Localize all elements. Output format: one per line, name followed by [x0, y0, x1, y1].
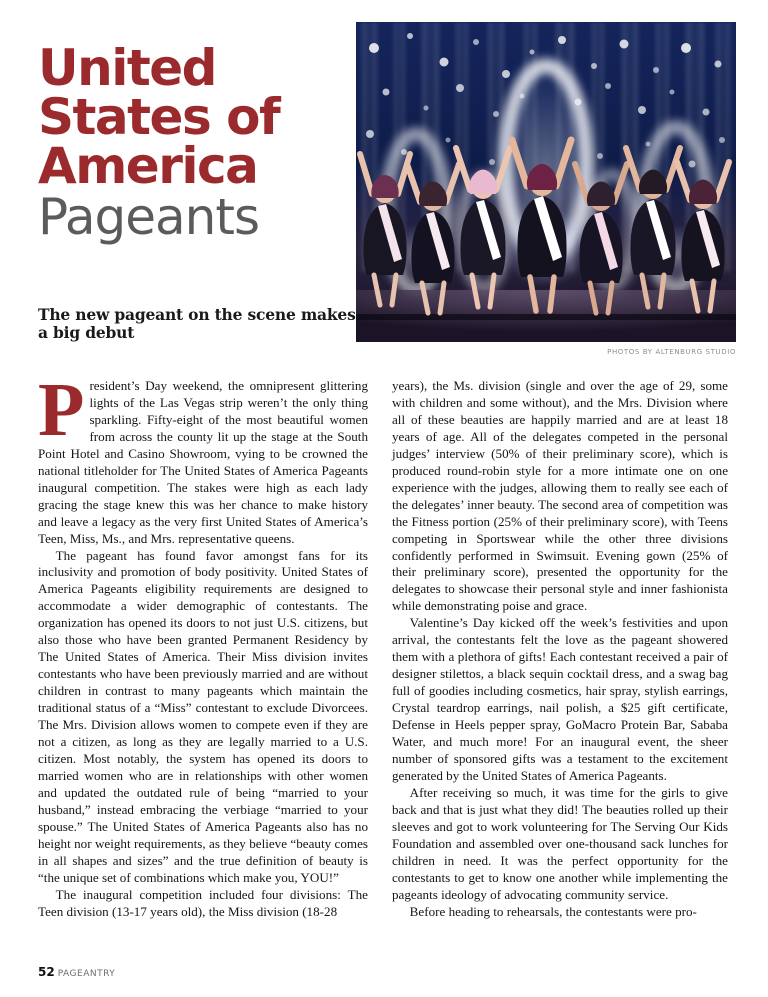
article-body-right-column — [392, 378, 728, 921]
paragraph — [392, 378, 728, 615]
paragraph-text: Before heading to rehearsals, the contestants were pro- — [409, 903, 697, 919]
photo-illustration — [356, 22, 736, 342]
headline-line-3: America — [38, 137, 258, 195]
paragraph-text: The inaugural competition included four divisions: The Teen division (13-17 years old), the Miss division (18-28 — [38, 886, 368, 919]
headline-line-4: Pageants — [38, 188, 260, 246]
paragraph — [38, 548, 368, 887]
paragraph — [38, 368, 368, 548]
paragraph-text: After receiving so much, it was time for the girls to give back and that is just what they did! The beauties rolled up their sleeves and got to work volunteering for The Serving Our Kids Foundation and assembled over one-thousand sack lunches for children in need. It was the perfect opportunity for the contestants to get to know one another while implementing the pageants ideology of advocating community service. — [392, 784, 728, 902]
paragraph — [392, 785, 728, 904]
paragraph-text: resident’s Day weekend, the omnipresent glittering lights of the Las Vegas strip weren’t the only thing sparkling. Fifty-eight of the most beautiful women from across the county lit up the stage at the South Point Hotel and Casino Showroom, vying to be crowned the national titleholder for The United States of America Pageants inaugural competition. The stakes were high as each lady gracing the stage knew this was her chance to make history and leave a legacy as the very first United States of America’s Teen, Miss, Ms., and Mrs. representative queens. — [38, 378, 368, 546]
paragraph — [392, 904, 728, 921]
article-body-left-column — [38, 368, 368, 921]
paragraph-text: Valentine’s Day kicked off the week’s festivities and upon arrival, the contestants felt the love as the pageant showered them with a plethora of gifts! Each contestant received a pair of designer stilettos, a black sequin cocktail dress, and a swag bag full of goodies including cosmetics, hair spray, stylish earrings, Crystal teardrop earrings, nail polish, a $25 gift certificate, Defense in Heels pepper spray, GoMacro Protein Bar, Sababa Water, and much more! For an inaugural event, the sheer number of sponsored gifts was a testament to the excitement generated by the United States of America Pageants. — [392, 615, 728, 783]
page-number: 52 — [38, 965, 55, 979]
drop-cap: P — [38, 368, 85, 452]
page-footer — [38, 965, 115, 979]
headline-line-1: United — [38, 39, 216, 97]
publication-name: PAGEANTRY — [57, 969, 116, 979]
pageant-stage-photo — [356, 22, 736, 342]
article-deck: The new pageant on the scene makes a big debut — [38, 305, 356, 343]
paragraph-text: years), the Ms. division (single and over the age of 29, some with children and some without), and the Mrs. Division where all of these beauties are happily married and are at least 18 years of age. All of the delegates competed in the personal judges’ interview (50% of their preliminary score), which is produced round-robin style for a more intimate one on one experience with the judges, allowing them to really see each of the delegates’ inner beauty. The second area of competition was the Fitness portion (25% of their preliminary score), with Teens competing in Sportswear while the other three divisions confidently performed in Swimsuit. Evening gown (25% of their preliminary score), presented the opportunity for the delegates to showcase their personal style and inner fashionista while demonstrating poise and grace. — [392, 378, 728, 614]
paragraph — [392, 615, 728, 785]
paragraph — [38, 887, 368, 921]
photo-credit: PHOTOS BY ALTENBURG STUDIO — [607, 348, 736, 356]
paragraph-text: The pageant has found favor amongst fans for its inclusivity and promotion of body positivity. United States of America Pageants eligibility requirements are designed to accommodate a wider demographic of contestants. The organization has opened its doors to not just U.S. citizens, but also those who have been granted Permanent Residency by The United States of America. Their Miss division invites contestants who have been previously married and are without children in contrast to many pageants which maintain the traditional status of a “Miss” contestant to exclude Divorcees. The Mrs. Division allows women to compete even if they are not a citizen, as long as they are legally married to a U.S. citizen. Most notably, the system has opened its doors to married women who are in relationships with other women and updated the outdated rule of being “married to your husband,” instead embracing the verbiage “married to your spouse.” The United States of America Pageants also has no height nor weight requirements, as they believe “beauty comes in all shapes and sizes” and the true definition of beauty is “the unique set of combinations which make you, YOU!” — [38, 547, 368, 885]
page-title — [38, 39, 350, 246]
headline-line-2: States of — [38, 88, 280, 146]
